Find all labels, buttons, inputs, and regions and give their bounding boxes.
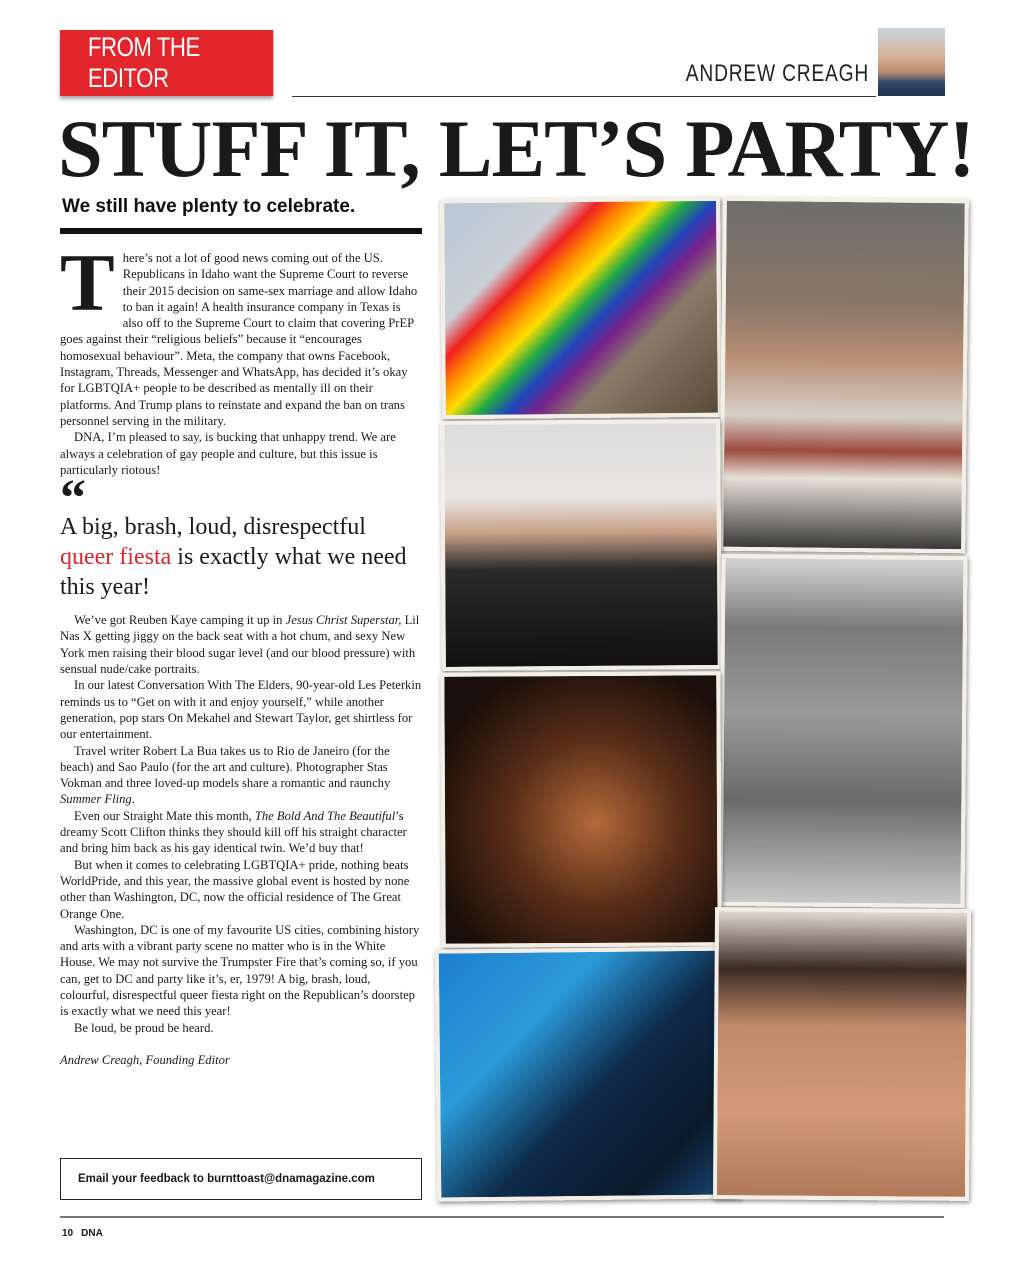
paragraph-text: In our latest Conversation With The Elders, 90-year-old Les Peterkin reminds us to “Get on with it and enjoy yourself,” while another generation, pop stars On Mekahel and Stewart Taylor, get shirtless for our entertainment. <box>60 678 422 742</box>
photo-pride-flag <box>440 197 722 419</box>
section-label: FROM THE EDITOR <box>87 32 200 93</box>
signoff: Andrew Creagh, Founding Editor <box>60 1052 230 1067</box>
paragraph-text: ’s dreamy Scott Clifton thinks they should kill off his straight character and bring him back as his gay identical twin. We’d buy that! <box>60 808 407 856</box>
paragraph-text: Washington, DC is one of my favourite US cities, combining history and arts with a vibrant party scene no matter who is in the White House. We may not survive the Trumpster Fire that’s coming so, if you can, get to DC and party like it’s, er, 1979! A big, brash, loud, colourful, disrespectful queer fiesta right on the Republican’s doorstep is exactly what we need this year! <box>60 922 420 1019</box>
article-body <box>60 237 422 1068</box>
section-tag <box>60 30 273 96</box>
photo-smiling-man <box>713 907 971 1201</box>
pullquote-text: A big, brash, loud, disrespectful <box>60 514 366 541</box>
paragraph <box>60 429 422 478</box>
italic-title: The Bold And The Beautiful <box>254 808 396 823</box>
paragraph <box>60 857 422 922</box>
paragraph <box>60 237 422 429</box>
paragraph-text: Travel writer Robert La Bua takes us to Rio de Janeiro (for the beach) and Sao Paulo (for the art and culture). Photographer Stas Vokman and three loved-up models share a romantic and raunchy <box>60 743 391 791</box>
standfirst: We still have plenty to celebrate. <box>62 196 356 217</box>
header-rule <box>292 96 876 97</box>
photo-three-men-bw <box>718 554 967 908</box>
drop-cap: T <box>60 237 115 328</box>
paragraph-text: Lil Nas X getting jiggy on the back seat with a hot chum, and sexy New York men raising their blood sugar level (and our blood pressure) with sensual nude/cake portraits. <box>60 613 420 677</box>
pullquote-highlight: queer fiesta <box>60 544 172 571</box>
standfirst-rule <box>60 228 422 234</box>
photo-drag-performer <box>440 419 722 671</box>
paragraph <box>60 743 422 808</box>
magazine-name: DNA <box>81 1228 103 1239</box>
photo-car-couple <box>440 671 721 947</box>
paragraph-text: . <box>131 792 135 807</box>
pull-quote <box>60 512 422 602</box>
author-name: ANDREW CREAGH <box>685 60 869 87</box>
paragraph <box>60 1020 422 1036</box>
paragraph <box>60 922 422 1020</box>
paragraph <box>60 612 422 677</box>
paragraph-text: here’s not a lot of good news coming out of the US. Republicans in Idaho want the Supreme Court to reverse their 2015 decision on same-sex marriage and allow Idaho to ban it again! A health insurance company in Texas is also off to the Supreme Court to claim that covering PrEP goes against their “religious beliefs” because it “encourages homosexual behaviour”. Meta, the company that owns Facebook, Instagram, Threads, Messenger and WhatsApp, has decided it’s okay for LGBTQIA+ people to be described as mentally ill on their platforms. And Trump plans to reinstate and expand the ban on trans personnel serving in the military. <box>60 251 418 428</box>
folio <box>62 1228 111 1239</box>
page-number: 10 <box>62 1228 74 1239</box>
italic-title: Jesus Christ Superstar, <box>285 613 402 628</box>
quote-mark-icon: “ <box>60 470 86 528</box>
paragraph-text: DNA, I’m pleased to say, is bucking that unhappy trend. We are always a celebration of gay people and culture, but this issue is particularly riotous! <box>60 430 396 477</box>
article-intro <box>60 237 422 478</box>
photo-blue-leather <box>435 946 742 1201</box>
paragraph-text: Even our Straight Mate this month, <box>74 808 255 823</box>
headline: STUFF IT, LET’S PARTY! <box>58 103 975 194</box>
italic-title: Summer Fling <box>60 792 132 807</box>
paragraph <box>60 808 422 857</box>
paragraph-text: Be loud, be proud be heard. <box>74 1020 214 1035</box>
author-photo <box>878 28 945 96</box>
paragraph <box>60 677 422 742</box>
pullquote-text: is exactly what we need this year! <box>60 544 407 601</box>
paragraph-text: But when it comes to celebrating LGBTQIA+ pride, nothing beats WorldPride, and this year, the massive global event is hosted by none other than Washington, DC, now the official residence of The Great Orange One. <box>60 857 410 921</box>
photo-portrait-man <box>719 197 969 554</box>
footer-rule <box>60 1216 944 1218</box>
feedback-email-box[interactable]: Email your feedback to burnttoast@dnamagazine.com <box>60 1158 422 1200</box>
article-continued <box>60 612 422 1036</box>
paragraph-text: We’ve got Reuben Kaye camping it up in <box>74 613 286 628</box>
